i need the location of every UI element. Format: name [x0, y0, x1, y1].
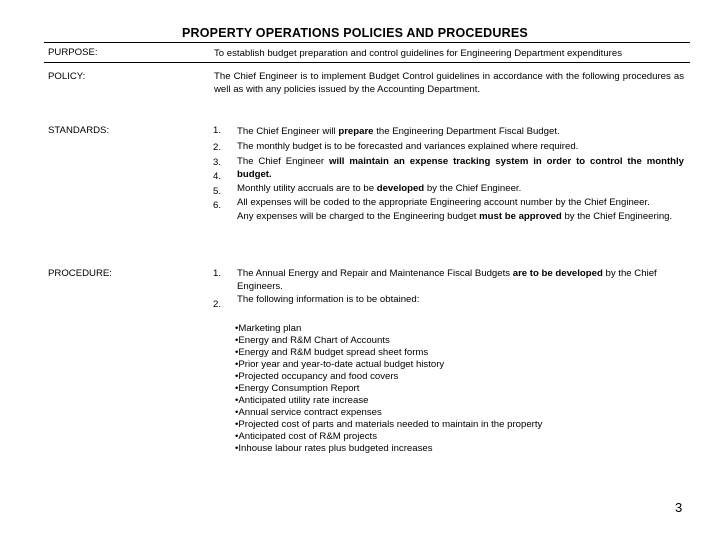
standard-item-5: All expenses will be coded to the appropriate Engineering account number by the Chief Engineer. [237, 197, 650, 208]
title-rule [44, 42, 690, 43]
list-item: •Energy and R&M Chart of Accounts [235, 335, 390, 346]
standard-item-2: The monthly budget is to be forecasted and variances explained where required. [237, 141, 579, 152]
standards-number: 3. [213, 157, 222, 168]
procedure-number: 1. [213, 268, 222, 279]
policy-text: The Chief Engineer is to implement Budget Control guidelines in accordance with the following procedures as well as with any policies issued by the Accounting Department. [214, 71, 684, 95]
list-item: •Energy and R&M budget spread sheet forms [235, 347, 429, 358]
policy-label: POLICY: [48, 71, 86, 82]
list-item: •Energy Consumption Report [235, 383, 360, 394]
standard-item-4: Monthly utility accruals are to be developed by the Chief Engineer. [237, 183, 522, 194]
procedure-label: PROCEDURE: [48, 268, 112, 279]
standards-number: 6. [213, 200, 222, 211]
list-item: •Projected occupancy and food covers [235, 371, 399, 382]
list-item: •Anticipated utility rate increase [235, 395, 369, 406]
page-title: PROPERTY OPERATIONS POLICIES AND PROCEDURES [182, 26, 528, 40]
list-item: •Anticipated cost of R&M projects [235, 431, 377, 442]
standard-item-3: The Chief Engineer will maintain an expense tracking system in order to control the monthly budget. [237, 156, 685, 180]
procedure-number: 2. [213, 299, 222, 310]
standards-label: STANDARDS: [48, 125, 110, 136]
purpose-text: To establish budget preparation and control guidelines for Engineering Department expenditures [214, 48, 622, 59]
list-item: •Inhouse labour rates plus budgeted increases [235, 443, 433, 454]
list-item: •Projected cost of parts and materials needed to maintain in the property [235, 419, 543, 430]
standards-number: 1. [213, 125, 222, 136]
procedure-item-2: The following information is to be obtained: [237, 294, 420, 305]
list-item: •Annual service contract expenses [235, 407, 382, 418]
standards-number: 2. [213, 142, 222, 153]
standard-item-1: The Chief Engineer will prepare the Engineering Department Fiscal Budget. [237, 126, 560, 137]
standard-item-6: Any expenses will be charged to the Engineering budget must be approved by the Chief Engineering. [237, 211, 673, 222]
list-item: •Marketing plan [235, 323, 302, 334]
purpose-label: PURPOSE: [48, 47, 98, 58]
list-item: •Prior year and year-to-date actual budget history [235, 359, 445, 370]
standards-number: 5. [213, 186, 222, 197]
procedure-item-1: The Annual Energy and Repair and Maintenance Fiscal Budgets are to be developed by the Chief Engineers. [237, 268, 657, 292]
page-number: 3 [675, 500, 683, 515]
purpose-rule [44, 62, 690, 63]
standards-number: 4. [213, 171, 222, 182]
